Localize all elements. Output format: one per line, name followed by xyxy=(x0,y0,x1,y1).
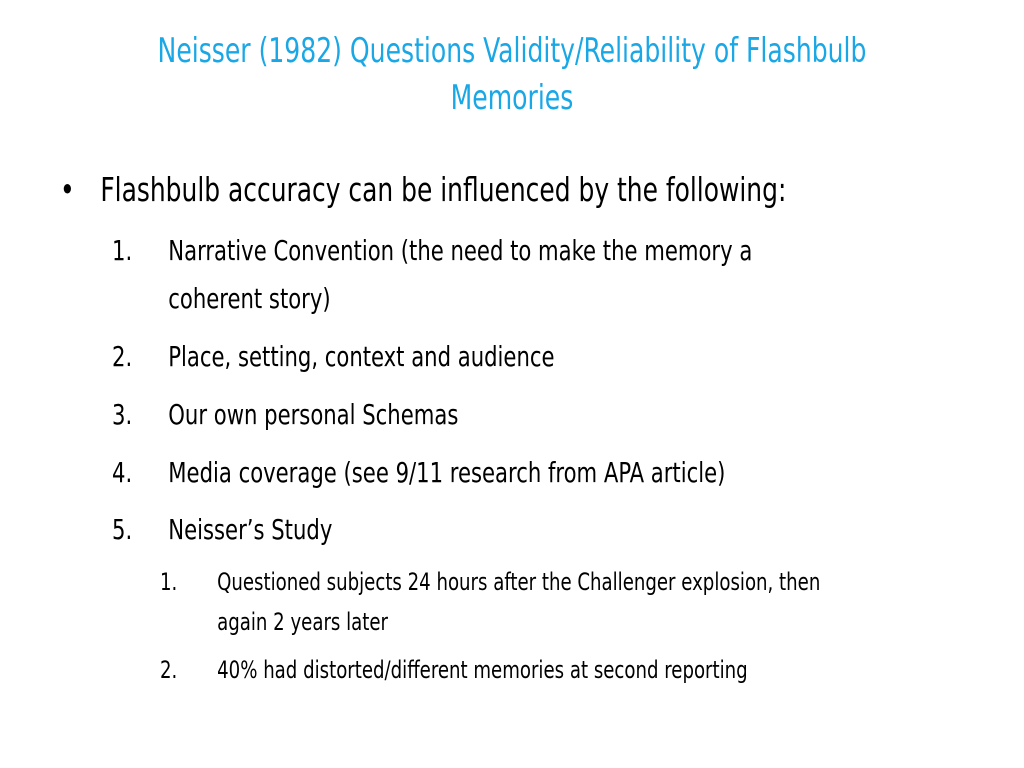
list-text: Narrative Convention (the need to make the memory a xyxy=(168,234,753,267)
list-text: Media coverage (see 9/11 research from APA article) xyxy=(168,456,726,489)
list-text: Neisser’s Study xyxy=(168,513,333,546)
bullet-text: Flashbulb accuracy can be influenced by the following: xyxy=(100,170,787,209)
sub-list-text: 40% had distorted/different memories at second reporting xyxy=(217,656,748,684)
list-number: 4. xyxy=(112,456,133,489)
list-text-continuation: coherent story) xyxy=(168,282,331,315)
list-text: Place, setting, context and audience xyxy=(168,340,555,373)
sub-list-number: 2. xyxy=(160,656,178,684)
list-number: 2. xyxy=(112,340,133,373)
slide-title-text: Neisser (1982) Questions Validity/Reliability of Flashbulb Memories xyxy=(157,31,867,118)
list-number: 3. xyxy=(112,398,133,431)
slide-title xyxy=(141,28,882,122)
list-number: 5. xyxy=(112,513,133,546)
sub-list-text: Questioned subjects 24 hours after the Challenger explosion, then xyxy=(217,568,821,596)
list-number: 1. xyxy=(112,234,133,267)
list-text: Our own personal Schemas xyxy=(168,398,459,431)
sub-list-number: 1. xyxy=(160,568,178,596)
bullet-dot-icon: • xyxy=(60,170,75,209)
sub-list-text-continuation: again 2 years later xyxy=(217,608,389,636)
